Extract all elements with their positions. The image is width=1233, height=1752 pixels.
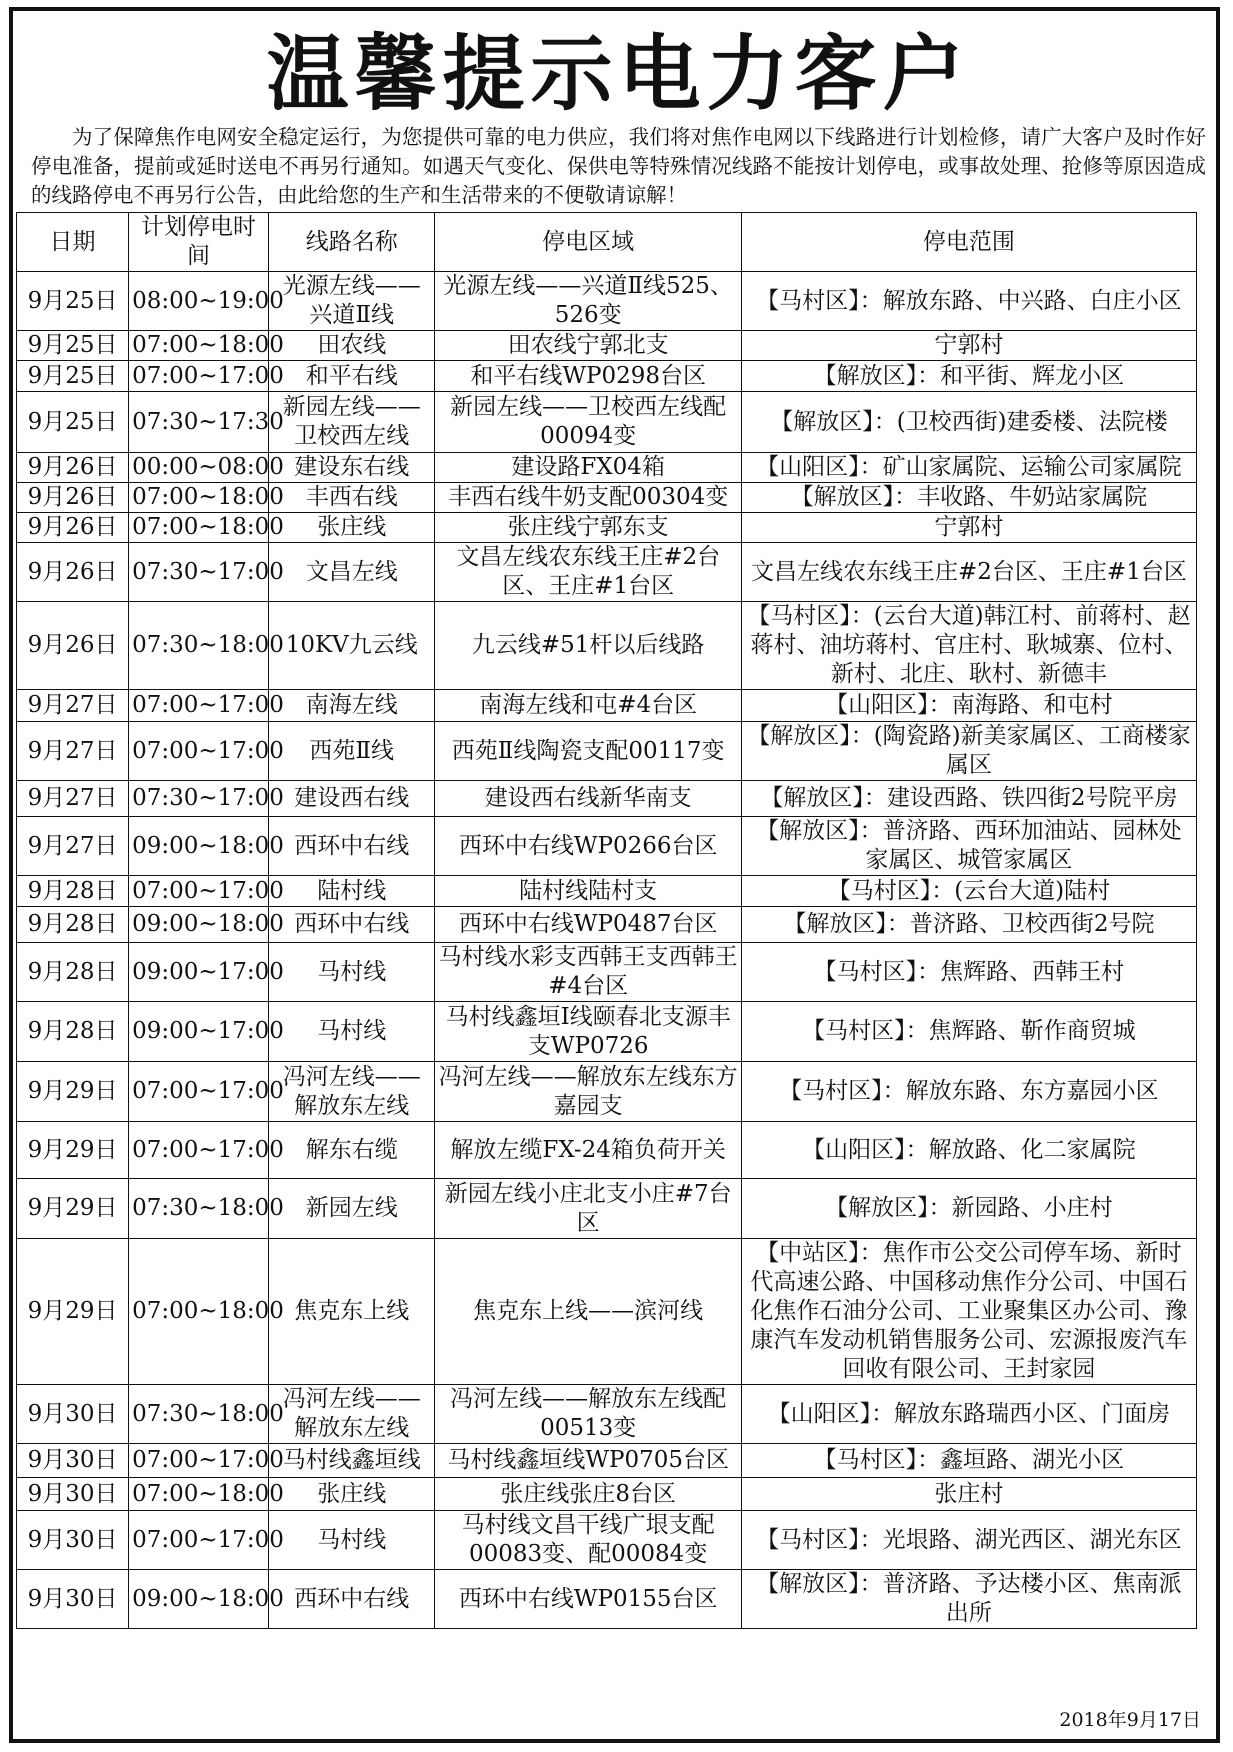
cell-area: 九云线#51杆以后线路 [435,602,741,690]
cell-time: 07:30~17:00 [129,781,269,817]
cell-time: 07:00~18:00 [129,1239,269,1385]
cell-area: 马村线鑫垣线WP0705台区 [435,1444,741,1478]
cell-line: 光源左线——兴道Ⅱ线 [268,272,435,331]
cell-area: 张庄线宁郭东支 [435,513,741,543]
cell-line: 张庄线 [268,513,435,543]
cell-range: 【山阳区】：南海路、和屯村 [741,690,1196,722]
cell-date: 9月30日 [17,1444,129,1478]
cell-time: 07:30~17:30 [129,392,269,453]
cell-time: 07:00~17:00 [129,1062,269,1122]
cell-time: 09:00~18:00 [129,907,269,943]
cell-line: 新园左线 [268,1179,435,1239]
table-row [17,817,1197,876]
cell-area: 南海左线和屯#4台区 [435,690,741,722]
cell-date: 9月27日 [17,690,129,722]
cell-range: 【马村区】：焦辉路、靳作商贸城 [741,1002,1196,1062]
cell-time: 07:30~18:00 [129,602,269,690]
table-row [17,1478,1197,1511]
cell-line: 冯河左线——解放东左线 [268,1385,435,1444]
cell-range: 【马村区】：(云台大道)陆村 [741,876,1196,907]
table-row [17,722,1197,781]
cell-area: 陆村线陆村支 [435,876,741,907]
table-row [17,876,1197,907]
table-row [17,392,1197,453]
header-time: 计划停电时间 [129,213,269,272]
cell-area: 西苑Ⅱ线陶瓷支配00117变 [435,722,741,781]
table-row [17,907,1197,943]
cell-range: 【马村区】：解放东路、东方嘉园小区 [741,1062,1196,1122]
cell-area: 冯河左线——解放东左线配00513变 [435,1385,741,1444]
table-row [17,1122,1197,1179]
cell-time: 09:00~17:00 [129,943,269,1002]
cell-line: 马村线 [268,1002,435,1062]
cell-date: 9月27日 [17,781,129,817]
header-range: 停电范围 [741,213,1196,272]
cell-date: 9月28日 [17,876,129,907]
outage-table [16,212,1197,1629]
cell-range: 【山阳区】：矿山家属院、运输公司家属院 [741,453,1196,483]
cell-range: 【解放区】：普济路、西环加油站、园林处家属区、城管家属区 [741,817,1196,876]
cell-date: 9月29日 [17,1062,129,1122]
cell-range: 【马村区】：光垠路、湖光西区、湖光东区 [741,1511,1196,1570]
cell-range: 【马村区】：解放东路、中兴路、白庄小区 [741,272,1196,331]
cell-area: 马村线文昌干线广垠支配00083变、配00084变 [435,1511,741,1570]
cell-line: 建设东右线 [268,453,435,483]
cell-range: 宁郭村 [741,513,1196,543]
cell-range: 张庄村 [741,1478,1196,1511]
cell-time: 09:00~18:00 [129,817,269,876]
cell-time: 08:00~19:00 [129,272,269,331]
cell-date: 9月29日 [17,1239,129,1385]
cell-date: 9月30日 [17,1478,129,1511]
header-area: 停电区域 [435,213,741,272]
cell-line: 西苑Ⅱ线 [268,722,435,781]
cell-date: 9月26日 [17,513,129,543]
cell-time: 07:30~18:00 [129,1179,269,1239]
cell-time: 07:00~17:00 [129,361,269,392]
cell-range: 【解放区】：丰收路、牛奶站家属院 [741,483,1196,513]
cell-date: 9月30日 [17,1385,129,1444]
cell-date: 9月30日 [17,1511,129,1570]
cell-time: 09:00~18:00 [129,1570,269,1629]
cell-line: 丰西右线 [268,483,435,513]
cell-line: 张庄线 [268,1478,435,1511]
table-row [17,453,1197,483]
cell-range: 【中站区】：焦作市公交公司停车场、新时代高速公路、中国移动焦作分公司、中国石化焦作石油分公司、工业聚集区办公司、豫康汽车发动机销售服务公司、宏源报废汽车回收有限公司、王封家园 [741,1239,1196,1385]
cell-time: 07:00~17:00 [129,722,269,781]
cell-line: 南海左线 [268,690,435,722]
cell-line: 和平右线 [268,361,435,392]
cell-range: 【解放区】：和平街、辉龙小区 [741,361,1196,392]
cell-time: 07:00~17:00 [129,690,269,722]
table-row [17,513,1197,543]
cell-time: 07:00~18:00 [129,331,269,361]
header-date: 日期 [17,213,129,272]
cell-area: 新园左线——卫校西左线配00094变 [435,392,741,453]
cell-date: 9月26日 [17,483,129,513]
table-row [17,1444,1197,1478]
cell-area: 西环中右线WP0487台区 [435,907,741,943]
cell-area: 张庄线张庄8台区 [435,1478,741,1511]
cell-date: 9月28日 [17,1002,129,1062]
cell-date: 9月26日 [17,453,129,483]
cell-range: 【山阳区】：解放东路瑞西小区、门面房 [741,1385,1196,1444]
cell-line: 10KV九云线 [268,602,435,690]
cell-area: 田农线宁郭北支 [435,331,741,361]
cell-date: 9月28日 [17,943,129,1002]
cell-area: 冯河左线——解放东左线东方嘉园支 [435,1062,741,1122]
cell-range: 文昌左线农东线王庄#2台区、王庄#1台区 [741,543,1196,602]
cell-line: 建设西右线 [268,781,435,817]
cell-range: 宁郭村 [741,331,1196,361]
cell-area: 马村线水彩支西韩王支西韩王#4台区 [435,943,741,1002]
cell-line: 陆村线 [268,876,435,907]
cell-time: 00:00~08:00 [129,453,269,483]
table-row [17,943,1197,1002]
table-row [17,1239,1197,1385]
cell-range: 【马村区】：焦辉路、西韩王村 [741,943,1196,1002]
page-title: 温馨提示电力客户 [266,27,971,122]
cell-date: 9月25日 [17,272,129,331]
cell-line: 马村线 [268,943,435,1002]
cell-date: 9月25日 [17,331,129,361]
cell-line: 西环中右线 [268,817,435,876]
table-row [17,781,1197,817]
cell-time: 07:00~17:00 [129,1511,269,1570]
table-row [17,331,1197,361]
table-row [17,690,1197,722]
cell-area: 光源左线——兴道Ⅱ线525、526变 [435,272,741,331]
cell-line: 新园左线——卫校西左线 [268,392,435,453]
cell-range: 【解放区】：新园路、小庄村 [741,1179,1196,1239]
table-row [17,272,1197,331]
cell-area: 焦克东上线——滨河线 [435,1239,741,1385]
cell-area: 建设路FX04箱 [435,453,741,483]
cell-range: 【解放区】：普济路、予达楼小区、焦南派出所 [741,1570,1196,1629]
cell-date: 9月29日 [17,1122,129,1179]
table-header-row [17,213,1197,272]
cell-date: 9月28日 [17,907,129,943]
cell-line: 文昌左线 [268,543,435,602]
table-row [17,1511,1197,1570]
header-line: 线路名称 [268,213,435,272]
cell-range: 【马村区】：(云台大道)韩江村、前蒋村、赵蒋村、油坊蒋村、官庄村、耿城寨、位村、新村、北庄、耿村、新德丰 [741,602,1196,690]
cell-line: 马村线鑫垣线 [268,1444,435,1478]
cell-area: 西环中右线WP0266台区 [435,817,741,876]
cell-date: 9月30日 [17,1570,129,1629]
cell-time: 07:00~18:00 [129,1478,269,1511]
table-row [17,1002,1197,1062]
cell-line: 冯河左线——解放东左线 [268,1062,435,1122]
table-row [17,1179,1197,1239]
cell-time: 07:00~17:00 [129,1122,269,1179]
cell-area: 文昌左线农东线王庄#2台区、王庄#1台区 [435,543,741,602]
cell-area: 新园左线小庄北支小庄#7台区 [435,1179,741,1239]
cell-area: 解放左缆FX-24箱负荷开关 [435,1122,741,1179]
table-row [17,483,1197,513]
cell-time: 09:00~17:00 [129,1002,269,1062]
cell-range: 【解放区】：建设西路、铁四街2号院平房 [741,781,1196,817]
cell-time: 07:00~17:00 [129,876,269,907]
cell-date: 9月26日 [17,543,129,602]
cell-line: 田农线 [268,331,435,361]
cell-line: 解东右缆 [268,1122,435,1179]
cell-area: 建设西右线新华南支 [435,781,741,817]
cell-time: 07:00~17:00 [129,1444,269,1478]
cell-range: 【解放区】：(卫校西街)建委楼、法院楼 [741,392,1196,453]
cell-range: 【山阳区】：解放路、化二家属院 [741,1122,1196,1179]
table-row [17,1062,1197,1122]
table-row [17,1570,1197,1629]
table-row [17,602,1197,690]
cell-area: 和平右线WP0298台区 [435,361,741,392]
cell-time: 07:30~17:00 [129,543,269,602]
cell-line: 西环中右线 [268,1570,435,1629]
table-row [17,361,1197,392]
cell-area: 马村线鑫垣Ⅰ线颐春北支源丰支WP0726 [435,1002,741,1062]
cell-date: 9月29日 [17,1179,129,1239]
cell-date: 9月27日 [17,817,129,876]
cell-time: 07:00~18:00 [129,513,269,543]
cell-line: 马村线 [268,1511,435,1570]
cell-range: 【马村区】：鑫垣路、湖光小区 [741,1444,1196,1478]
cell-range: 【解放区】：普济路、卫校西街2号院 [741,907,1196,943]
cell-line: 焦克东上线 [268,1239,435,1385]
cell-time: 07:30~18:00 [129,1385,269,1444]
cell-date: 9月25日 [17,392,129,453]
table-row [17,1385,1197,1444]
cell-area: 丰西右线牛奶支配00304变 [435,483,741,513]
intro-paragraph: 为了保障焦作电网安全稳定运行，为您提供可靠的电力供应，我们将对焦作电网以下线路进行计划检修，请广大客户及时作好停电准备，提前或延时送电不再另行通知。如遇天气变化、保供电等特殊情况线路不能按计划停电，或事故处理、抢修等原因造成的线路停电不再另行公告，由此给您的生产和生活带来的不便敬请谅解！ [31,125,1206,207]
notice-date: 2018年9月17日 [1059,1709,1201,1731]
cell-line: 西环中右线 [268,907,435,943]
cell-area: 西环中右线WP0155台区 [435,1570,741,1629]
table-row [17,543,1197,602]
cell-date: 9月27日 [17,722,129,781]
cell-time: 07:00~18:00 [129,483,269,513]
cell-date: 9月26日 [17,602,129,690]
cell-date: 9月25日 [17,361,129,392]
cell-range: 【解放区】：(陶瓷路)新美家属区、工商楼家属区 [741,722,1196,781]
